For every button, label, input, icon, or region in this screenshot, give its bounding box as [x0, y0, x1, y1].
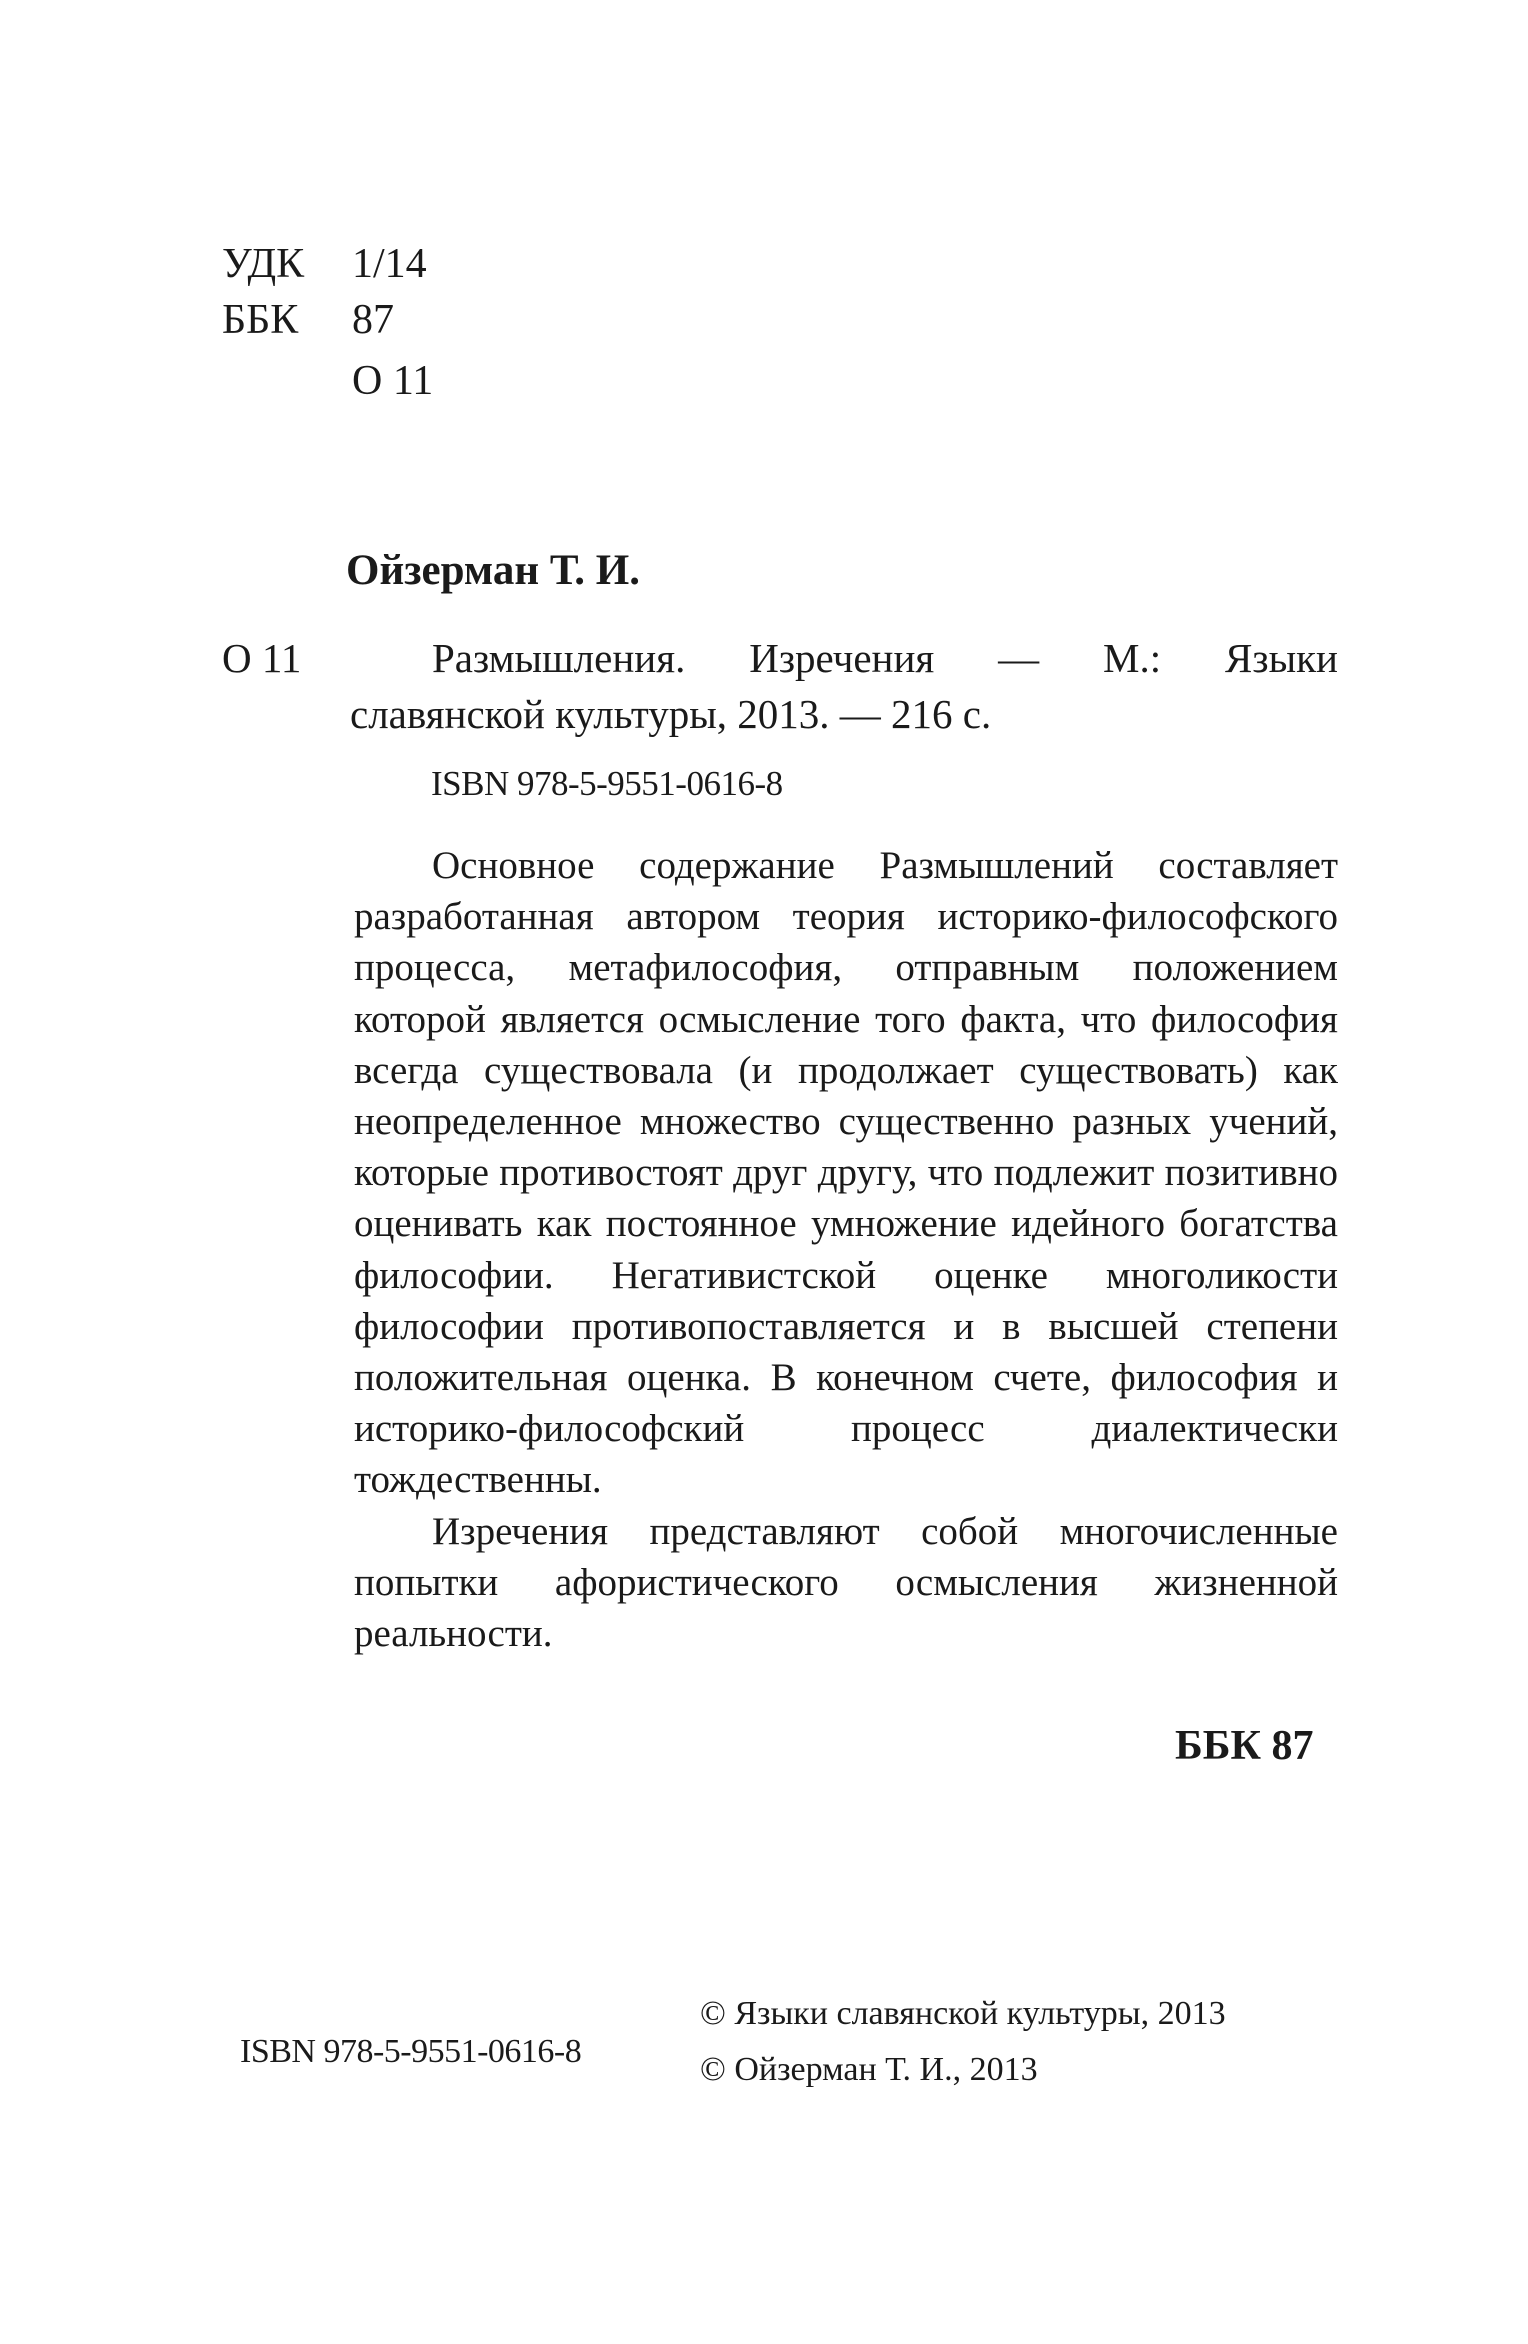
abstract-paragraph-2: Изречения представляют собой многочисленные попытки афористического осмысления жизненной реальности.	[354, 1509, 1338, 1656]
footer-isbn: ISBN 978-5-9551-0616-8	[240, 2033, 582, 2070]
abstract	[354, 840, 1338, 1659]
udk-label: УДК	[222, 241, 305, 287]
author-sign: О 11	[352, 358, 434, 404]
bibliographic-sign: О 11	[222, 635, 302, 681]
bbk-value: 87	[352, 297, 394, 343]
abstract-paragraph-1: Основное содержание Размышлений составляет разработанная автором теория историко-философского процесса, метафилософия, отправным положением которой является осмысление того факта, что философия всегда существовала (и продолжает существовать) как неопределенное множество существенно разных учений, которые противостоят друг другу, что подлежит позитивно оценивать как постоянное умножение идейного богатства философии. Негативистской оценке многоликости философии противопоставляется и в высшей степени положительная оценка. В конечном счете, философия и историко-философский процесс диалектически тождественны.	[354, 844, 1338, 1502]
isbn-line: ISBN 978-5-9551-0616-8	[431, 764, 783, 803]
bibliographic-line-1: Размышления. Изречения — М.: Языки	[432, 635, 1338, 681]
bbk-row	[222, 294, 394, 346]
bbk-label: ББК	[222, 297, 299, 343]
udk-row	[222, 238, 427, 290]
author-heading: Ойзерман Т. И.	[346, 547, 640, 594]
udk-value: 1/14	[352, 241, 427, 287]
bibliographic-line-2: славянской культуры, 2013. — 216 с.	[350, 691, 992, 737]
copyright-author: © Ойзерман Т. И., 2013	[700, 2051, 1038, 2088]
bbk-index: ББК 87	[1175, 1723, 1314, 1769]
copyright-publisher: © Языки славянской культуры, 2013	[700, 1995, 1226, 2032]
